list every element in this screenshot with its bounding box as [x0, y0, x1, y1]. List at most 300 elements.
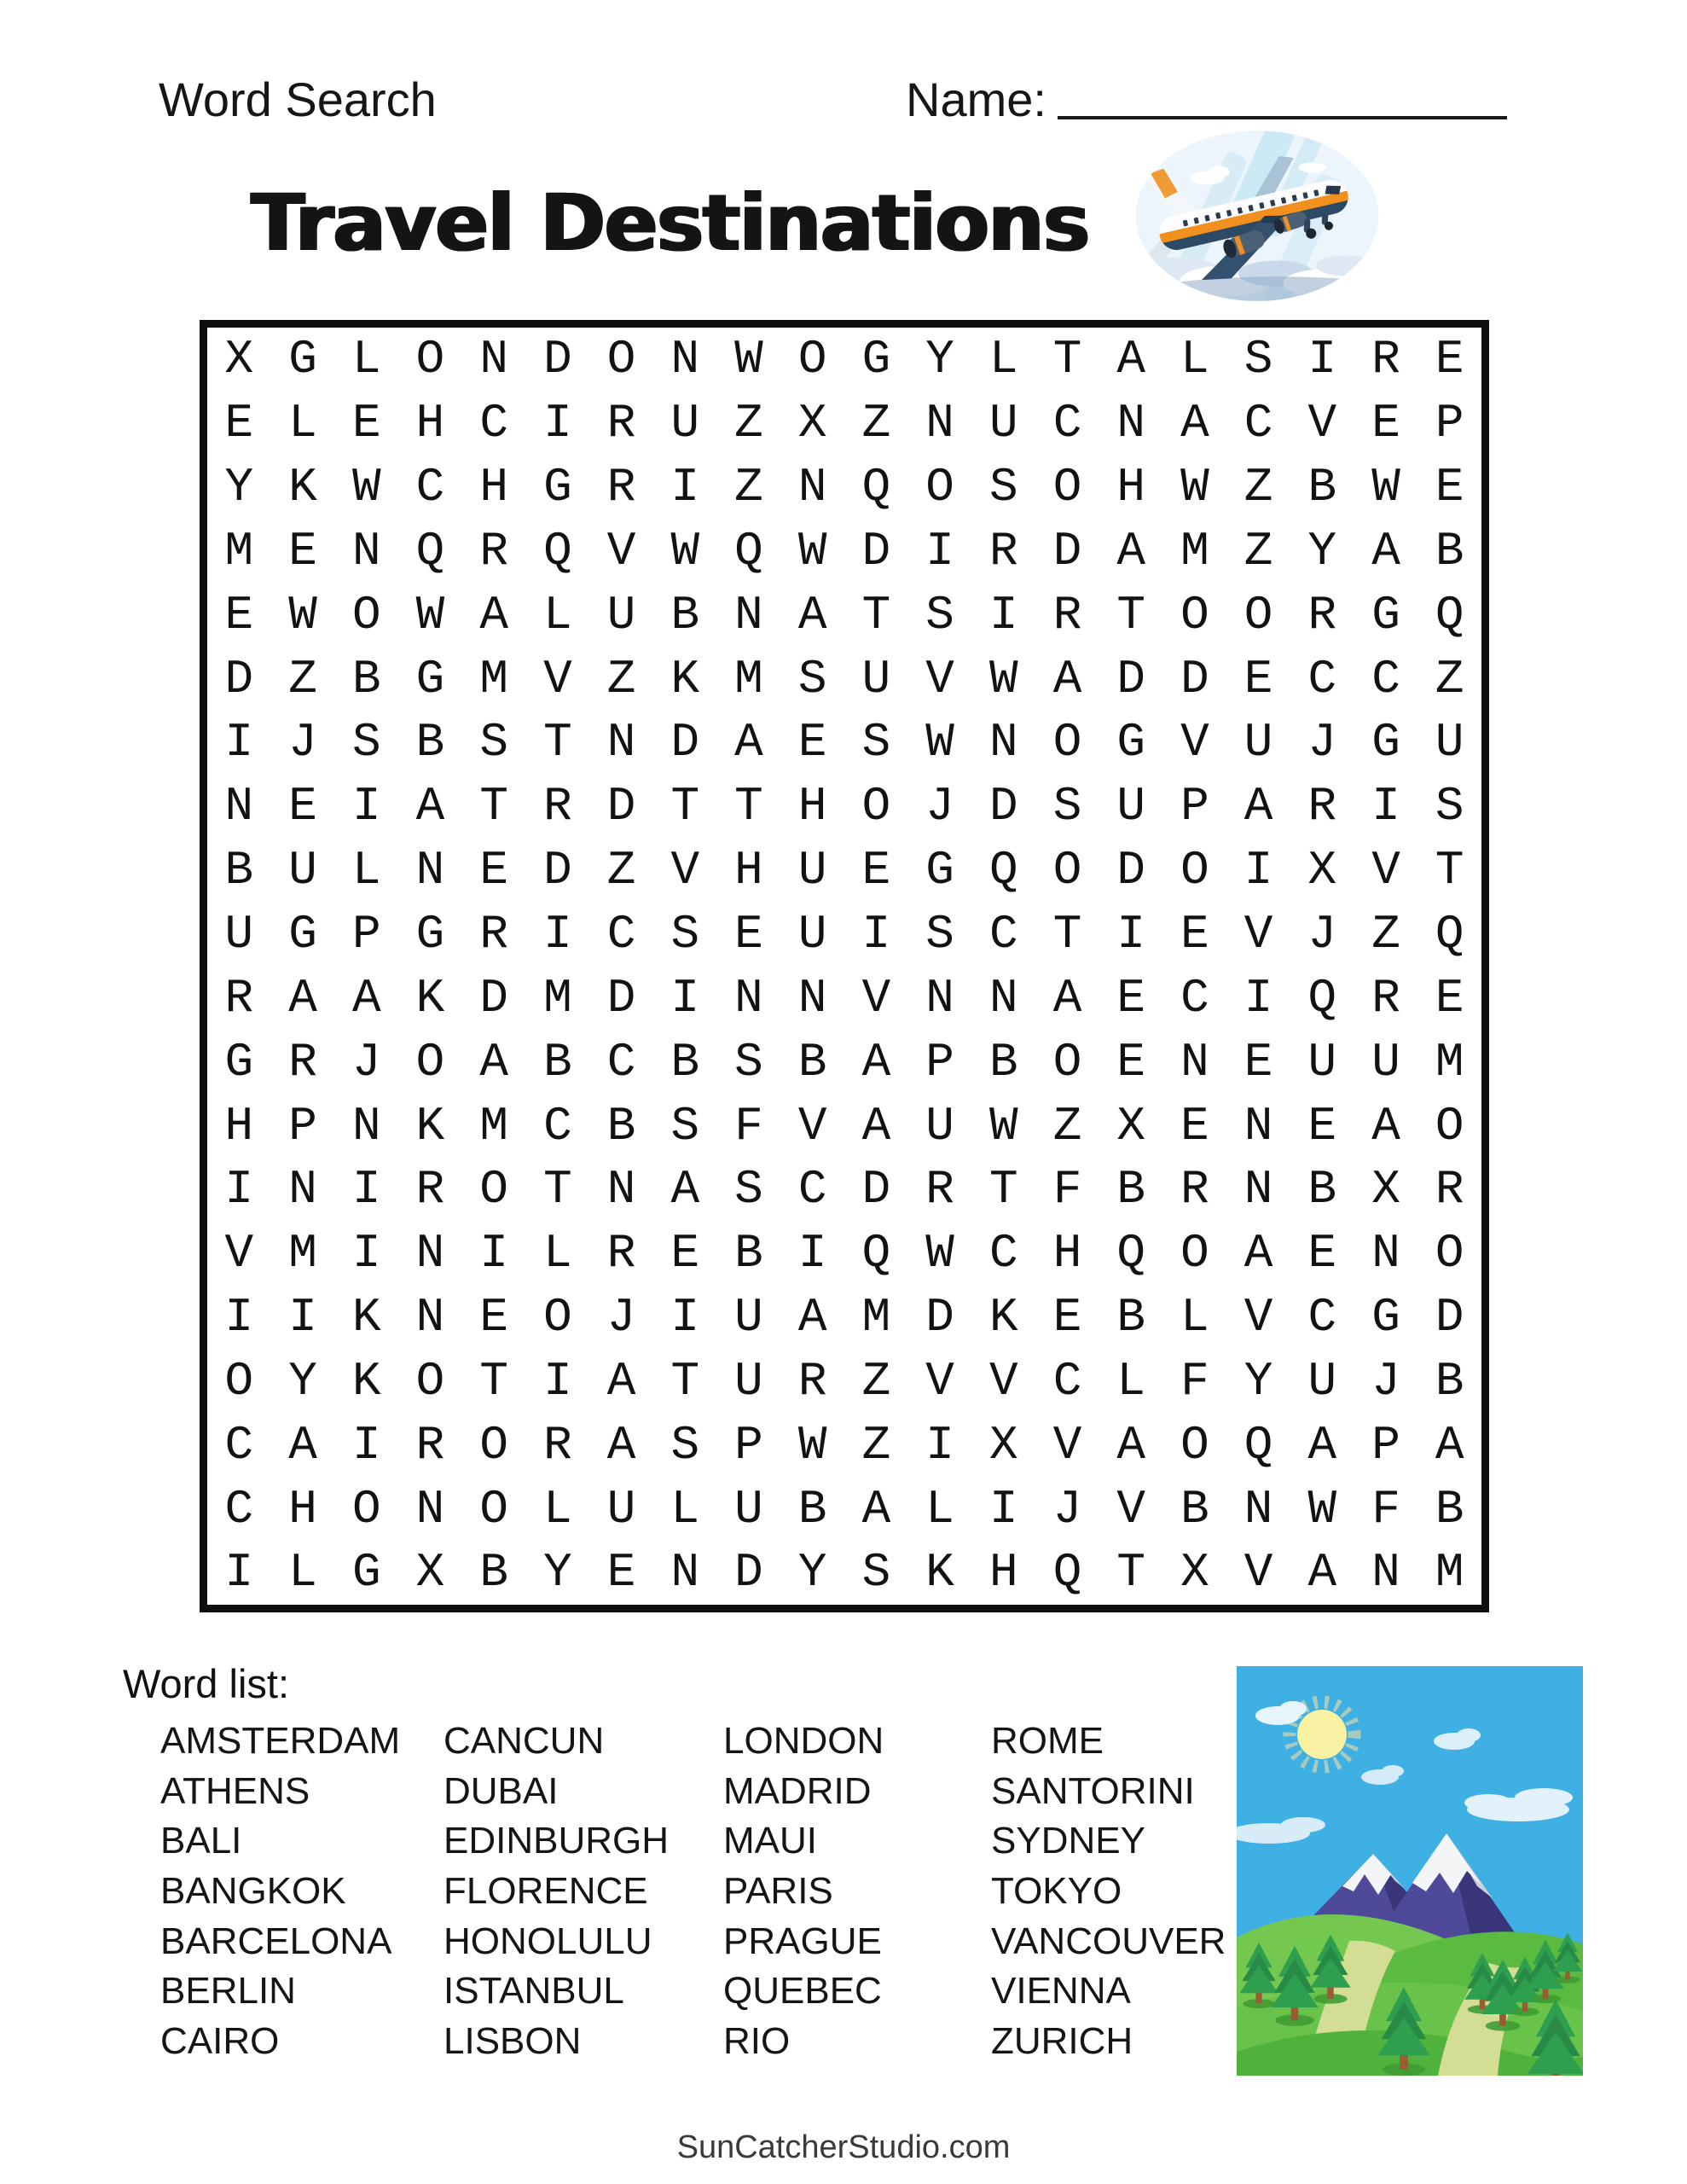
airplane-icon [1128, 125, 1387, 307]
word-list-item: SYDNEY [991, 1820, 1145, 1862]
grid-cell-letter: Q [415, 523, 445, 578]
grid-cell-letter: S [925, 587, 954, 642]
grid-cell-letter: N [415, 843, 445, 898]
grid-cell-letter: G [1371, 1290, 1400, 1345]
grid-cell-letter: R [224, 970, 254, 1025]
grid-cell-letter: H [224, 1098, 254, 1153]
grid-cell-letter: D [1435, 1290, 1464, 1345]
grid-cell-letter: A [1371, 523, 1400, 578]
grid-cell-letter: C [988, 1226, 1018, 1281]
grid-cell-letter: N [606, 1162, 636, 1217]
grid-cell-letter: H [415, 396, 445, 451]
grid-cell-letter: G [1371, 587, 1400, 642]
grid-row [207, 583, 1481, 647]
grid-cell-letter: N [988, 715, 1018, 770]
grid-cell-letter: V [1244, 1545, 1273, 1600]
grid-cell-letter: A [1307, 1417, 1337, 1472]
grid-cell-letter: S [734, 1034, 763, 1089]
grid-row [207, 1413, 1481, 1477]
name-blank-line [1058, 82, 1507, 119]
grid-cell-letter: S [797, 651, 827, 706]
grid-cell-letter: R [1435, 1162, 1464, 1217]
word-list-item: FLORENCE [443, 1870, 648, 1913]
grid-cell-letter: V [925, 651, 954, 706]
grid-cell-letter: T [988, 1162, 1018, 1217]
grid-cell-letter: U [1307, 1034, 1337, 1089]
grid-cell-letter: N [415, 1226, 445, 1281]
grid-cell-letter: O [1052, 843, 1082, 898]
grid-cell-letter: A [1052, 970, 1082, 1025]
grid-cell-letter: B [1435, 1481, 1464, 1536]
grid-cell-letter: C [797, 1162, 827, 1217]
grid-cell-letter: R [606, 460, 636, 515]
grid-cell-letter: C [1371, 651, 1400, 706]
grid-cell-letter: I [351, 1226, 381, 1281]
grid-cell-letter: A [1307, 1545, 1337, 1600]
grid-cell-letter: A [861, 1481, 891, 1536]
grid-row [207, 392, 1481, 456]
grid-cell-letter: V [861, 970, 891, 1025]
grid-cell-letter: Q [1244, 1417, 1273, 1472]
grid-row [207, 1222, 1481, 1286]
grid-cell-letter: M [543, 970, 572, 1025]
name-label: Name: [906, 73, 1046, 126]
grid-row [207, 711, 1481, 775]
word-list-item: LONDON [723, 1720, 884, 1763]
grid-cell-letter: R [1371, 970, 1400, 1025]
grid-cell-letter: G [415, 907, 445, 962]
grid-cell-letter: R [988, 523, 1018, 578]
grid-cell-letter: A [1180, 396, 1209, 451]
grid-cell-letter: I [925, 1417, 954, 1472]
word-list-item: PRAGUE [723, 1920, 882, 1962]
grid-cell-letter: W [288, 587, 317, 642]
grid-cell-letter: A [415, 779, 445, 834]
grid-cell-letter: B [1435, 1353, 1464, 1409]
grid-cell-letter: C [988, 907, 1018, 962]
grid-row [207, 839, 1481, 903]
word-list-item: ZURICH [991, 2019, 1133, 2062]
grid-cell-letter: V [797, 1098, 827, 1153]
grid-cell-letter: D [1180, 651, 1209, 706]
grid-cell-letter: T [670, 779, 700, 834]
grid-cell-letter: P [1180, 779, 1209, 834]
grid-cell-letter: F [1371, 1481, 1400, 1536]
grid-cell-letter: M [479, 1098, 508, 1153]
grid-cell-letter: N [415, 1290, 445, 1345]
grid-cell-letter: U [797, 843, 827, 898]
grid-cell-letter: R [1371, 332, 1400, 387]
grid-cell-letter: Z [288, 651, 317, 706]
word-list-item: LISBON [443, 2019, 582, 2062]
grid-cell-letter: N [1116, 396, 1145, 451]
grid-cell-letter: S [861, 715, 891, 770]
letter-grid [200, 320, 1489, 1612]
grid-cell-letter: E [288, 523, 317, 578]
grid-cell-letter: U [288, 843, 317, 898]
grid-cell-letter: G [861, 332, 891, 387]
grid-cell-letter: P [288, 1098, 317, 1153]
grid-cell-letter: L [670, 1481, 700, 1536]
grid-cell-letter: Q [734, 523, 763, 578]
grid-cell-letter: T [479, 1353, 508, 1409]
grid-cell-letter: E [1116, 970, 1145, 1025]
grid-cell-letter: T [670, 1353, 700, 1409]
grid-cell-letter: O [861, 779, 891, 834]
grid-cell-letter: V [1116, 1481, 1145, 1536]
grid-cell-letter: Z [734, 460, 763, 515]
grid-row [207, 903, 1481, 967]
grid-cell-letter: W [351, 460, 381, 515]
grid-cell-letter: T [1435, 843, 1464, 898]
grid-cell-letter: L [543, 587, 572, 642]
grid-cell-letter: E [1116, 1034, 1145, 1089]
word-list-column [723, 1716, 991, 2066]
grid-cell-letter: V [1052, 1417, 1082, 1472]
grid-cell-letter: C [479, 396, 508, 451]
grid-cell-letter: J [1307, 715, 1337, 770]
grid-cell-letter: Q [1307, 970, 1337, 1025]
grid-cell-letter: Y [925, 332, 954, 387]
word-list-item: CANCUN [443, 1720, 605, 1763]
grid-cell-letter: T [1116, 1545, 1145, 1600]
grid-cell-letter: O [224, 1353, 254, 1409]
grid-cell-letter: A [479, 587, 508, 642]
grid-cell-letter: B [1307, 460, 1337, 515]
grid-cell-letter: J [925, 779, 954, 834]
grid-cell-letter: I [861, 907, 891, 962]
grid-cell-letter: E [670, 1226, 700, 1281]
grid-cell-letter: E [1307, 1226, 1337, 1281]
grid-cell-letter: A [288, 970, 317, 1025]
grid-cell-letter: L [925, 1481, 954, 1536]
grid-cell-letter: O [415, 1034, 445, 1089]
grid-cell-letter: N [734, 970, 763, 1025]
grid-cell-letter: Z [861, 396, 891, 451]
grid-cell-letter: N [797, 460, 827, 515]
grid-cell-letter: F [1052, 1162, 1082, 1217]
grid-cell-letter: F [734, 1098, 763, 1153]
grid-cell-letter: W [1180, 460, 1209, 515]
grid-cell-letter: K [415, 1098, 445, 1153]
grid-cell-letter: R [1307, 587, 1337, 642]
grid-cell-letter: U [1244, 715, 1273, 770]
grid-cell-letter: N [415, 1481, 445, 1536]
grid-cell-letter: I [224, 1290, 254, 1345]
grid-cell-letter: E [1435, 460, 1464, 515]
grid-cell-letter: Y [288, 1353, 317, 1409]
grid-cell-letter: L [1116, 1353, 1145, 1409]
grid-cell-letter: R [543, 779, 572, 834]
grid-cell-letter: Z [1371, 907, 1400, 962]
grid-cell-letter: I [543, 396, 572, 451]
grid-cell-letter: L [288, 1545, 317, 1600]
grid-cell-letter: X [1371, 1162, 1400, 1217]
grid-cell-letter: A [861, 1098, 891, 1153]
grid-cell-letter: R [797, 1353, 827, 1409]
grid-cell-letter: D [1116, 843, 1145, 898]
grid-cell-letter: I [543, 1353, 572, 1409]
grid-cell-letter: C [224, 1417, 254, 1472]
grid-cell-letter: P [734, 1417, 763, 1472]
grid-cell-letter: X [1116, 1098, 1145, 1153]
grid-cell-letter: Y [1244, 1353, 1273, 1409]
grid-cell-letter: M [288, 1226, 317, 1281]
grid-cell-letter: H [988, 1545, 1018, 1600]
grid-cell-letter: P [351, 907, 381, 962]
grid-cell-letter: D [734, 1545, 763, 1600]
grid-cell-letter: X [224, 332, 254, 387]
grid-cell-letter: Q [1435, 587, 1464, 642]
grid-cell-letter: M [734, 651, 763, 706]
grid-cell-letter: X [797, 396, 827, 451]
grid-cell-letter: O [479, 1481, 508, 1536]
grid-cell-letter: B [670, 587, 700, 642]
grid-cell-letter: F [1180, 1353, 1209, 1409]
grid-cell-letter: E [797, 715, 827, 770]
grid-cell-letter: B [415, 715, 445, 770]
grid-cell-letter: I [1116, 907, 1145, 962]
grid-row [207, 456, 1481, 520]
word-list-item: VANCOUVER [991, 1920, 1226, 1962]
grid-cell-letter: P [1435, 396, 1464, 451]
grid-cell-letter: C [606, 1034, 636, 1089]
grid-cell-letter: P [925, 1034, 954, 1089]
grid-cell-letter: V [925, 1353, 954, 1409]
word-list-column [443, 1716, 723, 2066]
grid-cell-letter: M [1435, 1545, 1464, 1600]
grid-cell-letter: R [288, 1034, 317, 1089]
grid-cell-letter: G [351, 1545, 381, 1600]
word-list-item: HONOLULU [443, 1920, 652, 1962]
grid-cell-letter: Z [1244, 460, 1273, 515]
grid-cell-letter: O [1180, 587, 1209, 642]
grid-cell-letter: G [543, 460, 572, 515]
grid-cell-letter: V [606, 523, 636, 578]
grid-cell-letter: A [797, 1290, 827, 1345]
grid-cell-letter: E [351, 396, 381, 451]
grid-cell-letter: V [1307, 396, 1337, 451]
grid-cell-letter: O [1180, 1226, 1209, 1281]
word-list-item: BARCELONA [160, 1920, 392, 1962]
grid-cell-letter: W [670, 523, 700, 578]
grid-cell-letter: P [1371, 1417, 1400, 1472]
grid-cell-letter: O [415, 1353, 445, 1409]
grid-cell-letter: G [925, 843, 954, 898]
grid-cell-letter: E [1435, 332, 1464, 387]
mountain-landscape-icon [1237, 1666, 1583, 2076]
grid-cell-letter: N [1180, 1034, 1209, 1089]
grid-cell-letter: B [479, 1545, 508, 1600]
landscape-illustration [1237, 1666, 1583, 2076]
grid-cell-letter: C [415, 460, 445, 515]
grid-cell-letter: Q [861, 1226, 891, 1281]
grid-cell-letter: D [670, 715, 700, 770]
grid-cell-letter: K [351, 1290, 381, 1345]
grid-cell-letter: D [1052, 523, 1082, 578]
word-list-item: BERLIN [160, 1970, 296, 2013]
grid-cell-letter: S [861, 1545, 891, 1600]
word-list-item: QUEBEC [723, 1970, 882, 2013]
grid-cell-letter: S [1435, 779, 1464, 834]
grid-cell-letter: A [288, 1417, 317, 1472]
grid-cell-letter: C [1307, 1290, 1337, 1345]
grid-cell-letter: E [861, 843, 891, 898]
grid-cell-letter: M [1435, 1034, 1464, 1089]
grid-cell-letter: I [288, 1290, 317, 1345]
word-list-item: PARIS [723, 1870, 833, 1913]
grid-cell-letter: S [925, 907, 954, 962]
grid-cell-letter: I [351, 1417, 381, 1472]
grid-cell-letter: W [988, 1098, 1018, 1153]
grid-cell-letter: I [224, 1162, 254, 1217]
grid-cell-letter: R [1307, 779, 1337, 834]
grid-cell-letter: Z [1435, 651, 1464, 706]
grid-cell-letter: E [606, 1545, 636, 1600]
grid-cell-letter: L [351, 332, 381, 387]
grid-cell-letter: C [1052, 1353, 1082, 1409]
grid-cell-letter: E [1180, 1098, 1209, 1153]
grid-cell-letter: N [224, 779, 254, 834]
grid-cell-letter: K [925, 1545, 954, 1600]
grid-cell-letter: Q [861, 460, 891, 515]
grid-cell-letter: U [797, 907, 827, 962]
grid-cell-letter: I [351, 779, 381, 834]
grid-cell-letter: T [861, 587, 891, 642]
grid-cell-letter: O [925, 460, 954, 515]
grid-cell-letter: N [734, 587, 763, 642]
grid-cell-letter: B [734, 1226, 763, 1281]
grid-cell-letter: U [1307, 1353, 1337, 1409]
grid-cell-letter: I [1244, 970, 1273, 1025]
grid-cell-letter: Q [1116, 1226, 1145, 1281]
grid-cell-letter: X [1307, 843, 1337, 898]
grid-cell-letter: H [1116, 460, 1145, 515]
grid-cell-letter: D [543, 843, 572, 898]
grid-cell-letter: W [988, 651, 1018, 706]
grid-row [207, 1350, 1481, 1414]
grid-cell-letter: R [415, 1417, 445, 1472]
grid-cell-letter: I [670, 970, 700, 1025]
grid-cell-letter: M [1180, 523, 1209, 578]
grid-cell-letter: L [288, 396, 317, 451]
grid-cell-letter: N [925, 396, 954, 451]
grid-cell-letter: O [415, 332, 445, 387]
grid-cell-letter: N [1244, 1162, 1273, 1217]
grid-cell-letter: O [1052, 715, 1082, 770]
word-list-item: CAIRO [160, 2019, 280, 2062]
grid-cell-letter: W [925, 715, 954, 770]
grid-cell-letter: N [606, 715, 636, 770]
grid-cell-letter: C [1052, 396, 1082, 451]
grid-cell-letter: D [861, 523, 891, 578]
grid-cell-letter: E [1244, 1034, 1273, 1089]
grid-cell-letter: B [1116, 1290, 1145, 1345]
airplane-illustration [1128, 125, 1387, 307]
grid-cell-letter: R [1052, 587, 1082, 642]
grid-cell-letter: Q [988, 843, 1018, 898]
grid-cell-letter: D [479, 970, 508, 1025]
grid-cell-letter: N [351, 1098, 381, 1153]
grid-cell-letter: R [543, 1417, 572, 1472]
grid-cell-letter: L [351, 843, 381, 898]
grid-cell-letter: V [543, 651, 572, 706]
grid-cell-letter: J [288, 715, 317, 770]
grid-cell-letter: W [734, 332, 763, 387]
grid-cell-letter: I [1307, 332, 1337, 387]
grid-cell-letter: B [606, 1098, 636, 1153]
word-list-column [991, 1716, 1226, 2066]
grid-cell-letter: E [224, 396, 254, 451]
grid-cell-letter: U [606, 1481, 636, 1536]
grid-cell-letter: I [988, 1481, 1018, 1536]
grid-cell-letter: E [1371, 396, 1400, 451]
grid-cell-letter: X [415, 1545, 445, 1600]
grid-cell-letter: U [1371, 1034, 1400, 1089]
grid-cell-letter: W [415, 587, 445, 642]
grid-cell-letter: L [1180, 1290, 1209, 1345]
grid-cell-letter: U [861, 651, 891, 706]
grid-cell-letter: A [670, 1162, 700, 1217]
grid-cell-letter: V [1244, 907, 1273, 962]
grid-cell-letter: O [797, 332, 827, 387]
grid-cell-letter: K [351, 1353, 381, 1409]
grid-cell-letter: D [606, 970, 636, 1025]
grid-row [207, 328, 1481, 392]
grid-cell-letter: Z [1244, 523, 1273, 578]
grid-cell-letter: L [543, 1226, 572, 1281]
word-list-item: VIENNA [991, 1970, 1131, 2013]
grid-cell-letter: D [1116, 651, 1145, 706]
grid-cell-letter: W [925, 1226, 954, 1281]
grid-cell-letter: I [797, 1226, 827, 1281]
grid-cell-letter: N [670, 332, 700, 387]
grid-cell-letter: T [543, 1162, 572, 1217]
grid-cell-letter: S [479, 715, 508, 770]
grid-cell-letter: G [1371, 715, 1400, 770]
grid-cell-letter: N [797, 970, 827, 1025]
grid-cell-letter: A [1116, 1417, 1145, 1472]
grid-cell-letter: V [1371, 843, 1400, 898]
grid-cell-letter: K [670, 651, 700, 706]
grid-cell-letter: S [1052, 779, 1082, 834]
grid-cell-letter: E [1052, 1290, 1082, 1345]
grid-cell-letter: B [1116, 1162, 1145, 1217]
grid-cell-letter: U [734, 1290, 763, 1345]
grid-cell-letter: V [1244, 1290, 1273, 1345]
grid-cell-letter: O [606, 332, 636, 387]
grid-cell-letter: A [1116, 523, 1145, 578]
grid-cell-letter: U [1116, 779, 1145, 834]
grid-cell-letter: D [861, 1162, 891, 1217]
grid-cell-letter: C [1180, 970, 1209, 1025]
grid-cell-letter: U [670, 396, 700, 451]
grid-cell-letter: I [670, 460, 700, 515]
grid-cell-letter: A [797, 587, 827, 642]
grid-cell-letter: M [479, 651, 508, 706]
grid-cell-letter: A [1116, 332, 1145, 387]
grid-cell-letter: U [1435, 715, 1464, 770]
grid-row [207, 1541, 1481, 1605]
grid-cell-letter: Z [734, 396, 763, 451]
grid-cell-letter: O [1435, 1226, 1464, 1281]
word-list-item: BANGKOK [160, 1870, 346, 1913]
grid-cell-letter: I [670, 1290, 700, 1345]
grid-cell-letter: B [1435, 523, 1464, 578]
grid-cell-letter: T [479, 779, 508, 834]
grid-cell-letter: M [861, 1290, 891, 1345]
word-list-item: ROME [991, 1720, 1104, 1763]
